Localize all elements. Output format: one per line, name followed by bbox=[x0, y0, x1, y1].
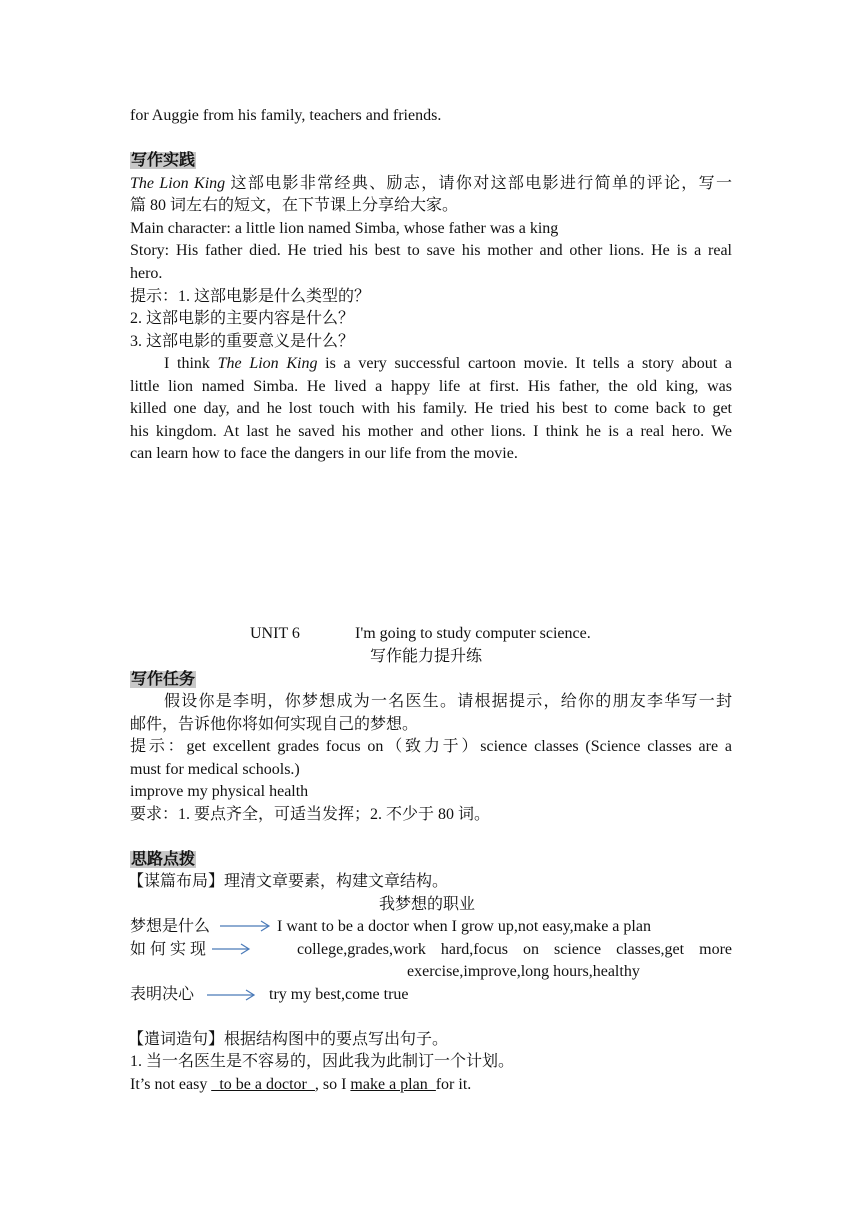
row2-label: 如 何 实 现 bbox=[130, 941, 207, 958]
approach-heading: 思路点拨 bbox=[131, 851, 196, 868]
practice-prompt-line1: The Lion King 这部电影非常经典、励志，请你对这部电影进行简单的评论，写一 bbox=[130, 175, 732, 192]
unit-subtitle: 写作能力提升练 bbox=[370, 648, 483, 665]
main-character: Main character: a little lion named Simba, whose father was a king bbox=[130, 220, 559, 237]
essay-line5: can learn how to face the dangers in our life from the movie. bbox=[130, 445, 518, 462]
row3-text: try my best,come true bbox=[269, 986, 409, 1003]
center-title: 我梦想的职业 bbox=[379, 896, 476, 913]
arrow-right-icon bbox=[207, 988, 257, 1002]
row2-text: college,grades,work hard,focus on science classes,get more bbox=[297, 941, 732, 958]
task-line4: must for medical schools.) bbox=[130, 761, 300, 778]
story-line2: hero. bbox=[130, 265, 163, 282]
sentence-title: 【遣词造句】根据结构图中的要点写出句子。 bbox=[128, 1031, 449, 1048]
answer-blank-2: make a plan_ bbox=[350, 1076, 436, 1093]
task-heading: 写作任务 bbox=[131, 671, 196, 688]
continuation-line: for Auggie from his family, teachers and friends. bbox=[130, 107, 442, 124]
unit-number: UNIT 6 bbox=[250, 625, 300, 642]
row1-label: 梦想是什么 bbox=[130, 918, 211, 935]
story-line1: Story: His father died. He tried his best to save his mother and other lions. He is a real bbox=[130, 242, 732, 259]
row1-text: I want to be a doctor when I grow up,not easy,make a plan bbox=[277, 918, 651, 935]
arrow-right-icon bbox=[220, 919, 272, 933]
task-line6: 要求：1. 要点齐全，可适当发挥；2. 不少于 80 词。 bbox=[130, 806, 491, 823]
question-1: 1. 当一名医生是不容易的，因此我为此制订一个计划。 bbox=[130, 1053, 515, 1070]
unit-title: I'm going to study computer science. bbox=[355, 625, 591, 642]
essay-line4: his kingdom. At last he saved his mother and other lions. I think he is a real hero. We bbox=[130, 423, 732, 440]
task-line5: improve my physical health bbox=[130, 783, 309, 800]
hint-1: 提示：1. 这部电影是什么类型的？ bbox=[130, 288, 371, 305]
row3-label: 表明决心 bbox=[130, 986, 195, 1003]
practice-prompt-line2: 篇 80 词左右的短文，在下节课上分享给大家。 bbox=[130, 197, 459, 214]
task-line1: 假设你是李明，你梦想成为一名医生。请根据提示，给你的朋友李华写一封 bbox=[164, 693, 732, 710]
movie-title: The Lion King bbox=[130, 175, 226, 192]
arrow-right-icon bbox=[212, 942, 252, 956]
hint-3: 3. 这部电影的重要意义是什么？ bbox=[130, 333, 355, 350]
hint-2: 2. 这部电影的主要内容是什么？ bbox=[130, 310, 355, 327]
essay-line2: little lion named Simba. He lived a happy life at first. His father, the old king, was bbox=[130, 378, 732, 395]
answer-1: It’s not easy _to be a doctor_, so I make a plan_for it. bbox=[130, 1076, 472, 1093]
practice-heading: 写作实践 bbox=[131, 152, 196, 169]
task-line2: 邮件，告诉他你将如何实现自己的梦想。 bbox=[130, 716, 419, 733]
layout-title: 【谋篇布局】理清文章要素，构建文章结构。 bbox=[128, 873, 449, 890]
essay-line1: I think The Lion King is a very successful cartoon movie. It tells a story about a bbox=[164, 355, 732, 372]
essay-line3: killed one day, and he lost touch with his family. He tried his best to come back to get bbox=[130, 400, 732, 417]
row2-text-cont: exercise,improve,long hours,healthy bbox=[407, 963, 640, 980]
answer-blank-1: _to be a doctor_ bbox=[211, 1076, 315, 1093]
task-line3: 提示：get excellent grades focus on（致力于）science classes (Science classes are a bbox=[130, 738, 732, 755]
